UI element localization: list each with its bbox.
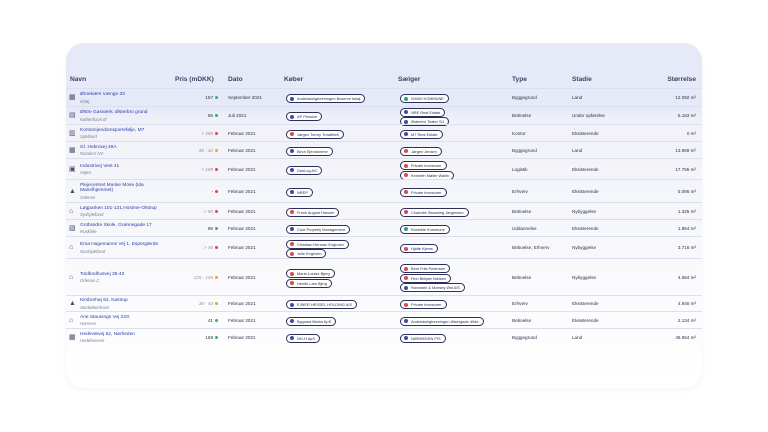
person-icon	[290, 281, 294, 285]
property-stage: Nybyggelse	[572, 274, 597, 280]
price-status-dot	[215, 227, 218, 230]
property-location: København Ø	[80, 116, 107, 122]
buyer-name: Bygoma Bricks ApS	[297, 318, 332, 324]
buyer-name: Birch Ejendomme	[297, 148, 328, 154]
company-icon	[290, 319, 294, 323]
person-icon	[404, 210, 408, 214]
grid-icon: ▦	[69, 94, 76, 101]
person-icon	[290, 252, 294, 256]
buyer-chip[interactable]	[286, 225, 350, 234]
school-icon: ▧	[69, 224, 76, 232]
seller-chip[interactable]	[400, 225, 450, 234]
price-value	[204, 209, 218, 214]
property-name-link[interactable]: Industrivej Vest 41	[80, 163, 120, 169]
municipality-icon	[404, 227, 408, 231]
property-name-link[interactable]: Løgparken 101-131,Hostme-Olstrup	[80, 205, 157, 211]
property-size: 4.940 m²	[677, 301, 696, 306]
truck-icon: ▣	[69, 165, 76, 173]
table-row[interactable]	[66, 258, 702, 296]
property-size: 1.854 m²	[677, 225, 696, 231]
buyer-name: NH-H ApS	[297, 335, 315, 341]
person-icon	[404, 164, 408, 168]
buyer-chip[interactable]	[286, 240, 349, 249]
municipality-icon	[404, 97, 408, 101]
property-name-link[interactable]: Ane Staunings Vej 22G	[80, 314, 130, 320]
company-icon	[290, 97, 294, 101]
property-type: Beboelse, Erhverv	[512, 245, 550, 250]
price-value	[205, 335, 218, 340]
seller-chip[interactable]	[400, 161, 447, 170]
price-status-dot	[215, 114, 218, 117]
property-name-link[interactable]: Grübrødre Skole, Grønnegade 17	[80, 222, 152, 228]
seller-name: Private Investorer	[411, 302, 442, 308]
transaction-date: September 2021	[228, 95, 262, 100]
transaction-date: Juli 2021	[228, 113, 247, 118]
house-icon: ⌂	[69, 207, 74, 215]
company-icon	[290, 303, 294, 307]
price-text: -	[211, 188, 213, 194]
price-text: 89	[207, 225, 213, 231]
table-row[interactable]	[66, 202, 702, 220]
buyer-name: DanLog AS	[297, 167, 317, 173]
seller-chip[interactable]	[400, 147, 442, 156]
transaction-date: Februar 2021	[228, 188, 256, 194]
buyer-chip[interactable]	[286, 94, 365, 103]
company-icon	[404, 319, 408, 323]
price-value	[208, 113, 218, 118]
price-value	[208, 226, 218, 231]
seller-chip[interactable]	[400, 130, 443, 139]
buyer-chip[interactable]	[286, 147, 333, 156]
person-icon: ▲	[69, 187, 76, 195]
transaction-date: Februar 2021	[228, 245, 256, 250]
table-header	[66, 74, 702, 88]
price-value	[204, 245, 218, 250]
property-size: 3.716 m²	[677, 245, 696, 250]
property-size: 1.325 m²	[677, 208, 696, 214]
person-icon	[404, 190, 408, 194]
company-icon	[290, 168, 294, 172]
company-icon	[404, 110, 408, 114]
seller-chip[interactable]	[400, 264, 450, 273]
price-text: 125 - 145	[193, 274, 213, 280]
table-row[interactable]	[66, 179, 702, 203]
office-icon: ▥	[69, 129, 76, 137]
price-value	[208, 318, 218, 323]
property-stage: Land	[572, 147, 583, 153]
seller-chip[interactable]	[400, 274, 451, 283]
property-stage: Eksisterende	[572, 188, 599, 194]
property-name-link[interactable]: Østre Gasværk, Østerbro grund	[80, 110, 148, 115]
column-header-stadie[interactable]: Stadie	[572, 76, 592, 83]
seller-name: NRE Real Estate	[411, 109, 441, 115]
seller-name: ISHØJ KOMMUNE	[411, 96, 444, 102]
property-location: Vejen	[80, 170, 91, 175]
buyer-chip[interactable]	[286, 279, 332, 288]
seller-chip[interactable]	[400, 208, 469, 217]
property-stage: Land	[572, 95, 583, 100]
seller-chip[interactable]	[400, 188, 447, 197]
buyer-name: Julie Engholm	[297, 251, 322, 256]
price-value	[211, 189, 218, 194]
seller-chip[interactable]	[400, 300, 447, 309]
price-status-dot	[215, 210, 218, 213]
person-icon	[290, 242, 294, 246]
buyer-name: Henrik Lars Bjerg	[297, 280, 328, 286]
column-header-kober[interactable]: Køber	[284, 76, 304, 83]
property-location: Odense	[80, 195, 96, 200]
property-location: Storkøbenhavn	[80, 304, 110, 310]
company-icon	[290, 190, 294, 194]
company-icon	[404, 120, 408, 124]
price-text: > 50	[203, 208, 213, 214]
property-name-link[interactable]: Kontorejendomsportefølje, M7	[80, 127, 145, 133]
buyer-chip[interactable]	[286, 334, 320, 343]
buyer-chip[interactable]	[286, 112, 322, 121]
column-header-saelger[interactable]: Sælger	[398, 76, 421, 83]
price-value	[205, 95, 218, 100]
person-icon	[404, 149, 408, 153]
seller-name: Private Investorer	[411, 163, 442, 168]
table-row[interactable]	[66, 328, 702, 346]
person-icon: ▲	[69, 300, 76, 307]
property-name-link[interactable]: Plejecentret Munke Mose (Ida Marielhjemmet)	[80, 182, 144, 194]
property-stage: Eksisterende	[572, 225, 599, 231]
property-stage: Eksisterende	[572, 166, 599, 172]
seller-name: Andelsboligforeningen Østergade 49de	[411, 318, 479, 324]
price-status-dot	[215, 168, 218, 171]
seller-name: Jørgen Jensen	[411, 148, 437, 154]
table-row[interactable]	[66, 106, 702, 125]
house-icon: ⌂	[69, 244, 74, 251]
price-text: 55	[207, 113, 213, 118]
company-icon	[290, 336, 294, 340]
price-text: > 100	[201, 166, 213, 172]
seller-name: Ravnsbirl & Moesby Øst A/S	[411, 285, 460, 291]
company-icon	[290, 115, 294, 119]
buyer-name: Marie-Louise Bjerg	[297, 271, 330, 276]
transaction-date: Februar 2021	[228, 208, 256, 214]
transactions-table	[66, 74, 702, 343]
property-size: 2.134 m²	[677, 317, 696, 323]
buyer-chip[interactable]	[286, 317, 336, 326]
table-row[interactable]	[66, 219, 702, 237]
transaction-date: Februar 2021	[228, 147, 256, 153]
price-status-dot	[215, 190, 218, 193]
property-stage: Land	[572, 334, 583, 340]
seller-chip[interactable]	[400, 283, 465, 292]
price-status-dot	[215, 132, 218, 135]
property-type: Erhverv	[512, 188, 528, 194]
buyer-chip[interactable]	[286, 249, 326, 258]
property-stage: Nybyggelse	[572, 245, 597, 250]
property-stage: Under opførelse	[572, 113, 605, 118]
price-status-dot	[215, 149, 218, 152]
property-type: Beboelse	[512, 274, 532, 280]
column-header-storrelse[interactable]: Størrelse	[667, 76, 696, 83]
price-text: 168	[205, 334, 213, 340]
price-value	[194, 275, 218, 280]
transaction-date: Februar 2021	[228, 130, 256, 136]
price-status-dot	[215, 246, 218, 249]
column-header-dato[interactable]: Dato	[228, 76, 243, 83]
price-text: 38 - 44	[198, 301, 213, 306]
property-location: Hedehusene	[80, 338, 105, 343]
buyer-name: EJNER HESSEL HOLDING A/S	[297, 302, 352, 308]
property-size: 13.969 m²	[675, 147, 696, 153]
property-type: Logistik	[512, 166, 528, 172]
seller-name: NØRHEDEN P/S	[411, 335, 441, 341]
buyer-name: Jørgen Torrey Trowlfeldt	[297, 131, 339, 137]
property-type: Byggegrund	[512, 334, 537, 340]
transaction-date: Februar 2021	[228, 225, 256, 231]
property-stage: Nybyggelse	[572, 208, 597, 214]
price-value	[199, 148, 218, 153]
property-stage: Eksisterende	[572, 301, 599, 306]
transaction-date: Februar 2021	[228, 334, 256, 340]
price-value	[201, 167, 218, 172]
company-icon	[404, 286, 408, 290]
price-text: 38 - 42	[198, 147, 213, 153]
property-stage: Eksisterende	[572, 317, 599, 323]
price-status-dot	[215, 302, 218, 305]
buyer-name: Andelsboligforeningen Boserve Ishøj	[297, 96, 361, 102]
price-status-dot	[215, 319, 218, 322]
seller-name: Finn Birkjær Nielsen	[411, 275, 447, 281]
company-icon	[404, 336, 408, 340]
table-row[interactable]	[66, 124, 702, 142]
property-size: 5.163 m²	[677, 113, 696, 118]
property-name-link[interactable]: Kirsbrehøj 62, Kastrup	[80, 298, 128, 303]
property-size: 5.086 m²	[677, 188, 696, 194]
buyer-name: Frank August Hansen	[297, 209, 335, 215]
property-size: 0 m²	[686, 130, 696, 136]
seller-chip[interactable]	[400, 94, 449, 103]
table-row[interactable]	[66, 88, 702, 107]
property-type: Byggegrund	[512, 147, 537, 153]
property-type: Uddannelse	[512, 225, 537, 231]
seller-name: Roskilde Kommune	[411, 226, 445, 232]
property-size: 4.584 m²	[677, 274, 696, 280]
property-location: Ishøj	[80, 98, 90, 104]
property-stage: Eksisterende	[572, 130, 599, 136]
price-text: 41	[207, 317, 213, 323]
seller-name: Kenneth Møller Wallin	[411, 172, 449, 178]
transactions-card	[66, 43, 702, 388]
property-location: Nordsjælland	[80, 248, 106, 254]
property-name-link[interactable]: Ørnekærs Vænge 33	[80, 92, 125, 97]
property-size: 17.755 m²	[675, 166, 696, 172]
property-location: Roskilde	[80, 229, 97, 234]
person-icon	[404, 247, 408, 251]
table-row[interactable]	[66, 158, 702, 180]
buyer-name: Christian Herman Engholm	[297, 241, 344, 247]
property-location: Sydsjælland	[80, 212, 104, 217]
buyer-chip[interactable]	[286, 208, 339, 217]
buyer-chip[interactable]	[286, 269, 335, 278]
transaction-date: Februar 2021	[228, 274, 256, 280]
property-location: Randers NV	[80, 151, 104, 156]
seller-name: M7 Real Estate	[411, 131, 438, 137]
property-type: Erhverv	[512, 301, 528, 306]
company-icon	[290, 149, 294, 153]
property-size: 12.092 m²	[675, 95, 696, 100]
grid-icon: ▦	[69, 146, 76, 154]
property-type: Beboelse	[512, 208, 532, 214]
price-status-dot	[215, 276, 218, 279]
table-row[interactable]	[66, 311, 702, 329]
grid-icon: ▦	[69, 333, 76, 341]
buyer-chip[interactable]	[286, 188, 313, 197]
seller-chip[interactable]	[400, 334, 446, 343]
price-status-dot	[215, 96, 218, 99]
table-row[interactable]	[66, 295, 702, 312]
house-icon: ⌂	[69, 316, 74, 324]
buyer-name: AP Pension	[297, 114, 318, 120]
property-name-link[interactable]: Gl. Hobrovej 49A	[80, 144, 117, 150]
property-size: 46.654 m²	[675, 334, 696, 340]
company-icon	[404, 132, 408, 136]
buyer-chip[interactable]	[286, 166, 322, 175]
price-value	[201, 131, 218, 136]
person-icon	[290, 210, 294, 214]
person-icon	[290, 132, 294, 136]
transaction-date: Februar 2021	[228, 317, 256, 323]
seller-name: Hjalte Kjems	[411, 246, 433, 252]
column-header-navn[interactable]: Navn	[70, 76, 87, 83]
price-text: > 250	[201, 130, 213, 136]
property-location: Horsens	[80, 321, 97, 326]
property-name-link[interactable]: Ema Hagemanns Vej 1, Espergærde	[80, 242, 159, 247]
seller-chip[interactable]	[400, 108, 445, 117]
column-header-type[interactable]: Type	[512, 76, 527, 83]
seller-name: Charlotte Skaaning Jørgensen	[411, 209, 464, 215]
property-type: Byggegrund	[512, 95, 537, 100]
seller-chip[interactable]	[400, 317, 484, 326]
property-location: Odense C	[80, 278, 100, 283]
price-value	[199, 301, 218, 306]
buyer-chip[interactable]	[286, 130, 344, 139]
buyer-name: NREP	[297, 189, 308, 195]
person-icon	[404, 267, 408, 271]
property-type: Beboelse	[512, 317, 532, 323]
buyer-chip[interactable]	[286, 300, 357, 309]
building-icon: ▤	[69, 112, 76, 119]
person-icon	[404, 173, 408, 177]
property-type: Beboelse	[512, 113, 532, 118]
property-type: Kontor	[512, 130, 526, 136]
table-row[interactable]	[66, 141, 702, 159]
price-status-dot	[215, 336, 218, 339]
price-text: 157	[205, 95, 213, 100]
company-icon	[290, 227, 294, 231]
price-text: > 45	[203, 245, 213, 250]
seller-chip[interactable]	[400, 244, 438, 253]
seller-name: Private Investorer	[411, 189, 442, 195]
buyer-name: Core Property Management	[297, 226, 346, 232]
property-name-link[interactable]: Toldbodhusvej 35-43	[80, 271, 125, 277]
transaction-date: Februar 2021	[228, 166, 256, 172]
person-icon	[404, 303, 408, 307]
house-icon: ⌂	[69, 273, 74, 281]
column-header-pris[interactable]: Pris (mDKK)	[175, 76, 214, 83]
property-name-link[interactable]: Hedevævej 52, Nørheden	[80, 331, 135, 337]
person-icon	[290, 272, 294, 276]
transaction-date: Februar 2021	[228, 301, 256, 306]
property-location: Sjælland	[80, 134, 97, 139]
table-row[interactable]	[66, 236, 702, 259]
seller-name: Østerbro Teater S/I	[411, 119, 444, 124]
person-icon	[404, 276, 408, 280]
seller-name: Bent Friis Pedersen	[411, 266, 446, 272]
